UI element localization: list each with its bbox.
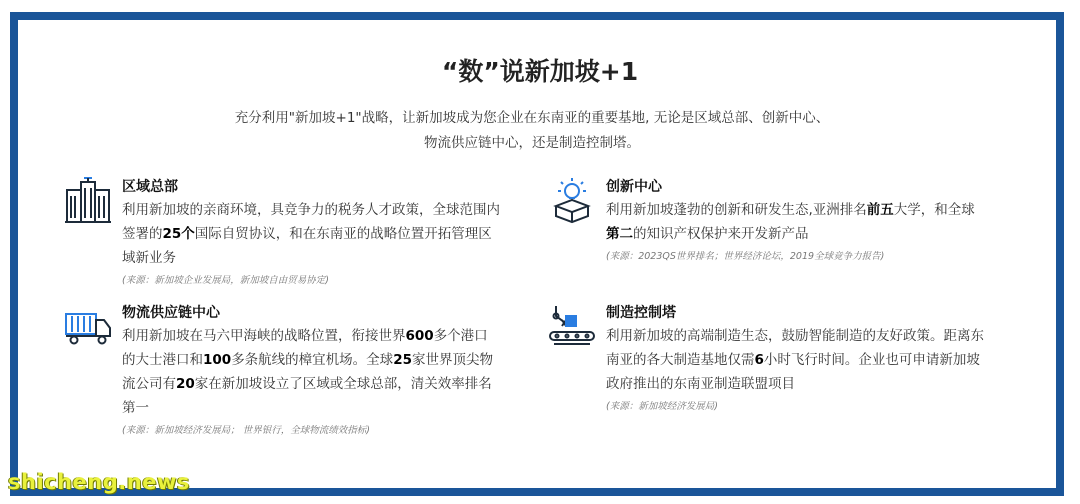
feature-description: 利用新加坡的高端制造生态，鼓励智能制造的友好政策。距离东南亚的各大制造基地仅需6小时飞行时间。企业也可申请新加坡政府推出的东南亚制造联盟项目	[606, 328, 984, 392]
site-watermark: shicheng.news	[8, 470, 190, 494]
robotic-arm-conveyor-icon	[548, 302, 596, 350]
feature-description: 利用新加坡的亲商环境，具竞争力的税务人才政策，全球范围内签署的25个国际自贸协议，和在东南亚的战略位置开拓管理区域新业务	[122, 202, 500, 266]
feature-description: 利用新加坡蓬勃的创新和研发生态,亚洲排名前五大学，和全球第二的知识产权保护来开发新产品	[606, 202, 975, 242]
intro-text: 充分利用"新加坡+1"战略，让新加坡成为您企业在东南亚的重要基地, 无论是区域总部、创新中心、物流供应链中心，还是制造控制塔。	[234, 110, 830, 151]
feature-description: 利用新加坡在马六甲海峡的战略位置，衔接世界600多个港口的大士港口和100多条航线的樟宜机场。全球25家世界顶尖物流公司有20家在新加坡设立了区域或全球总部，清关效率排名第一	[122, 328, 493, 416]
feature-source: (来源：新加坡企业发展局，新加坡自由贸易协定)	[122, 275, 329, 286]
feature-heading: 物流供应链中心	[122, 305, 220, 321]
feature-heading: 创新中心	[606, 179, 662, 195]
page-title: “数”说新加坡+1	[441, 57, 639, 86]
office-building-icon	[64, 176, 112, 224]
delivery-truck-icon	[64, 302, 112, 350]
lightbulb-innovation-icon	[548, 176, 596, 224]
feature-source: (来源：新加坡经济发展局； 世界银行，全球物流绩效指标)	[122, 425, 370, 436]
feature-source: (来源：2023QS世界排名；世界经济论坛，2019全球竞争力报告)	[606, 251, 885, 262]
feature-heading: 制造控制塔	[606, 305, 676, 321]
feature-source: (来源：新加坡经济发展局)	[606, 401, 718, 412]
feature-heading: 区域总部	[122, 179, 178, 195]
